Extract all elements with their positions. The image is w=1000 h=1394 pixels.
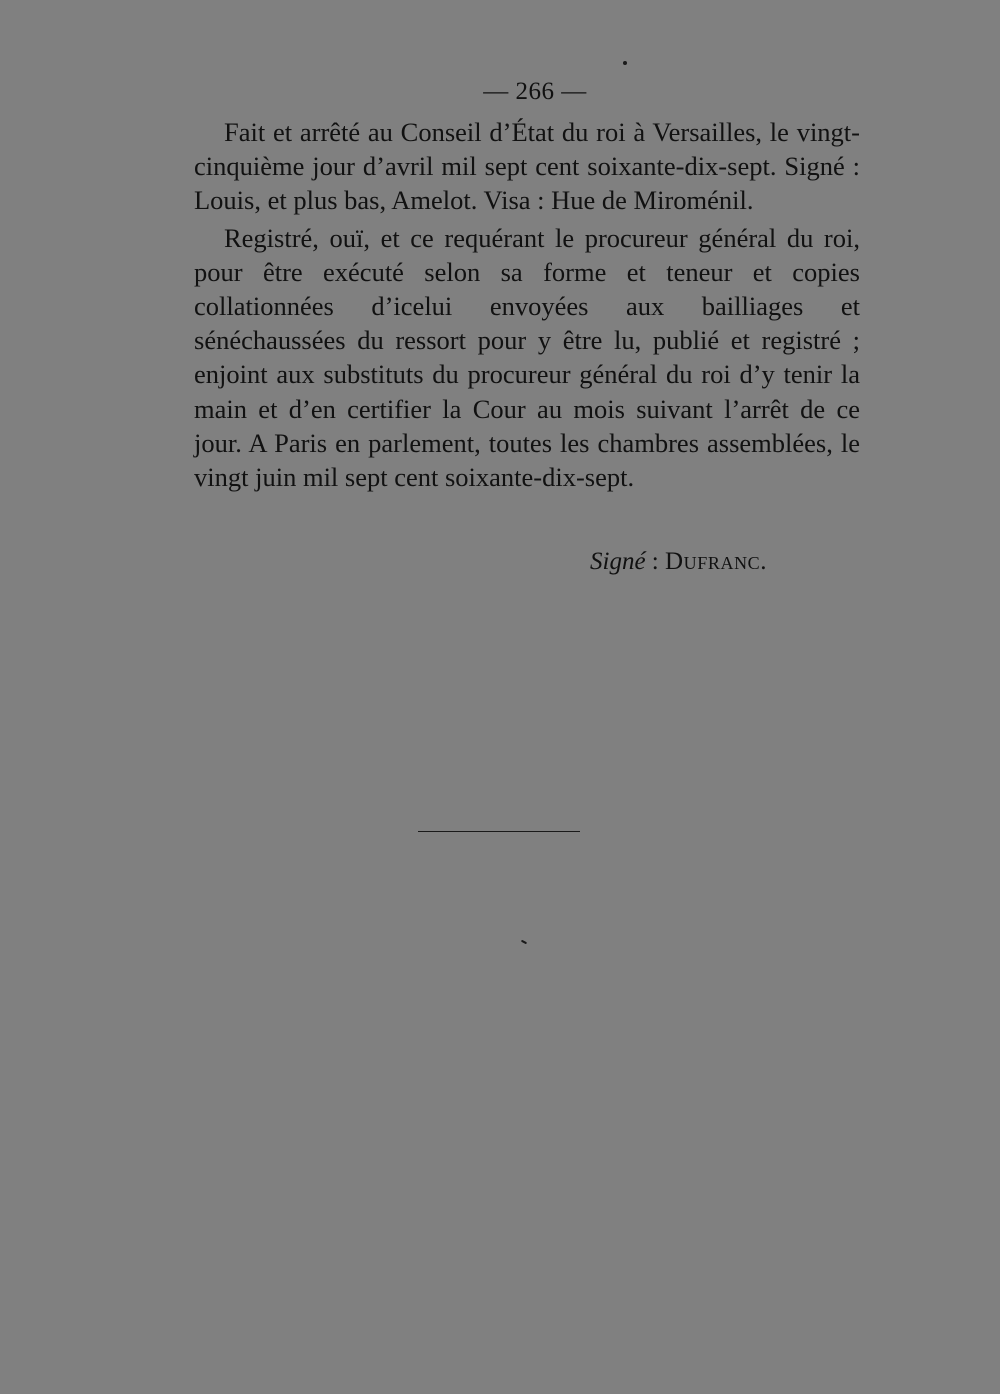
closing-rule-divider: [418, 831, 580, 832]
paragraph-registration: Registré, ouï, et ce requérant le procureur général du roi, pour être exécuté selon sa forme et teneur et copies collationnées d’icelui envoyées aux bailliages et sénéchaussées du ressort pour y être lu, publié et registré ; enjoint aux substituts du procureur général du roi d’y tenir la main et d’en certifier la Cour au mois suivant l’arrêt de ce jour. A Paris en parlement, toutes les chambres assemblées, le vingt juin mil sept cent soixante-dix-sept.: [194, 222, 860, 493]
ink-speck: [623, 61, 627, 65]
signature-line: [590, 546, 767, 578]
paragraph-decree-close: Fait et arrêté au Conseil d’État du roi à Versailles, le vingt-cinquième jour d’avril mil sept cent soixante-dix-sept. Signé : Louis, et plus bas, Amelot. Visa : Hue de Miroménil.: [194, 117, 860, 216]
signature-label: Signé: [590, 548, 646, 575]
body-text: [194, 115, 860, 494]
page-number: — 266 —: [483, 78, 587, 105]
ink-speck: [521, 940, 527, 945]
signature-separator: :: [645, 548, 665, 575]
signer-name: Dufranc.: [665, 548, 768, 575]
